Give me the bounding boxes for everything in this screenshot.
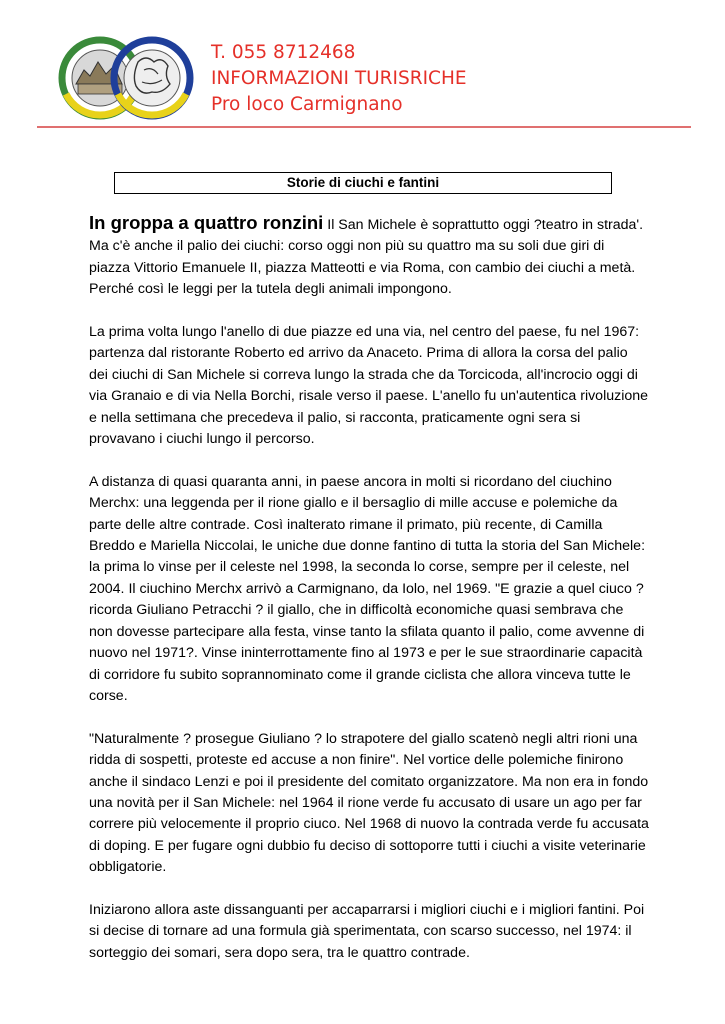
- organization-name: Pro loco Carmignano: [211, 94, 403, 115]
- pro-loco-logo-icon: [58, 36, 194, 120]
- info-title: INFORMAZIONI TURISRICHE: [211, 68, 467, 89]
- article-paragraph: A distanza di quasi quaranta anni, in paese ancora in molti si ricordano del ciuchino Merchx: una leggenda per il rione giallo e il bersaglio di mille accuse e polemiche da parte delle altre contrade. Così inalterato rimane il primato, più recente, di Camilla Breddo e Mariella Niccolai, le uniche due donne fantino di tutta la storia del San Michele: la prima lo vinse per il celeste nel 1998, la seconda lo corse, sempre per il celeste, nel 2004. Il ciuchino Merchx arrivò a Carmignano, da Iolo, nel 1969. "E grazie a quel ciuco ? ricorda Giuliano Petracchi ? il giallo, che in difficoltà economiche quasi sembrava che non dovesse partecipare alla festa, vinse tanto la sfilata quanto il palio, come avvenne di nuovo nel 1971?. Vinse ininterrottamente fino al 1973 e per le sue straordinarie capacità di corridore fu subito soprannominato come il grande ciclista che allora vinceva tutte le corse.: [89, 473, 646, 704]
- article-paragraph: Iniziarono allora aste dissanguanti per accaparrarsi i migliori ciuchi e i migliori fantini. Poi si decise di tornare ad una formula già sperimentata, con scarso successo, nel 1974: il sorteggio dei somari, sera dopo sera, tra le quattro contrade.: [89, 901, 645, 961]
- article-intro: [89, 212, 649, 301]
- contact-block: [211, 40, 467, 118]
- article-body: [89, 212, 649, 986]
- intro-text: Il San Michele è soprattutto oggi ?teatro in strada'. Ma c'è anche il palio dei ciuchi: corso oggi non più su quattro ma su soli due giri di piazza Vittorio Emanuele II, piazza Matteotti e via Roma, con cambio dei ciuchi a metà. Perché così le leggi per la tutela degli animali impongono.: [89, 217, 644, 298]
- section-title: Storie di ciuchi e fantini: [114, 172, 612, 194]
- phone-number: T. 055 8712468: [211, 42, 356, 63]
- article-paragraph: La prima volta lungo l'anello di due piazze ed una via, nel centro del paese, fu nel 1967: partenza dal ristorante Roberto ed arrivo da Anaceto. Prima di allora la corsa del palio dei ciuchi di San Michele si correva lungo la strada che da Torcicoda, all'incrocio oggi di via Granaio e di via Nella Borchi, risale verso il paese. L'anello fu un'autentica rivoluzione e nella settimana che precedeva il palio, si racconta, praticamente ogni sera si provavano i ciuchi lungo il percorso.: [89, 324, 649, 448]
- header-divider: [37, 126, 691, 128]
- article-paragraph: "Naturalmente ? prosegue Giuliano ? lo strapotere del giallo scatenò negli altri rioni una ridda di sospetti, proteste ed accuse a non finire". Nel vortice delle polemiche finirono anche il sindaco Lenzi e poi il presidente del comitato organizzatore. Ma non era in fondo una novità per il San Michele: nel 1964 il rione verde fu accusato di usare un ago per far correre più velocemente il proprio ciuco. Nel 1968 di nuovo la contrada verde fu accusata di doping. E per fugare ogni dubbio fu deciso di sottoporre tutti i ciuchi a visite veterinarie obbligatorie.: [89, 730, 649, 876]
- article-headline: In groppa a quattro ronzini: [89, 212, 324, 233]
